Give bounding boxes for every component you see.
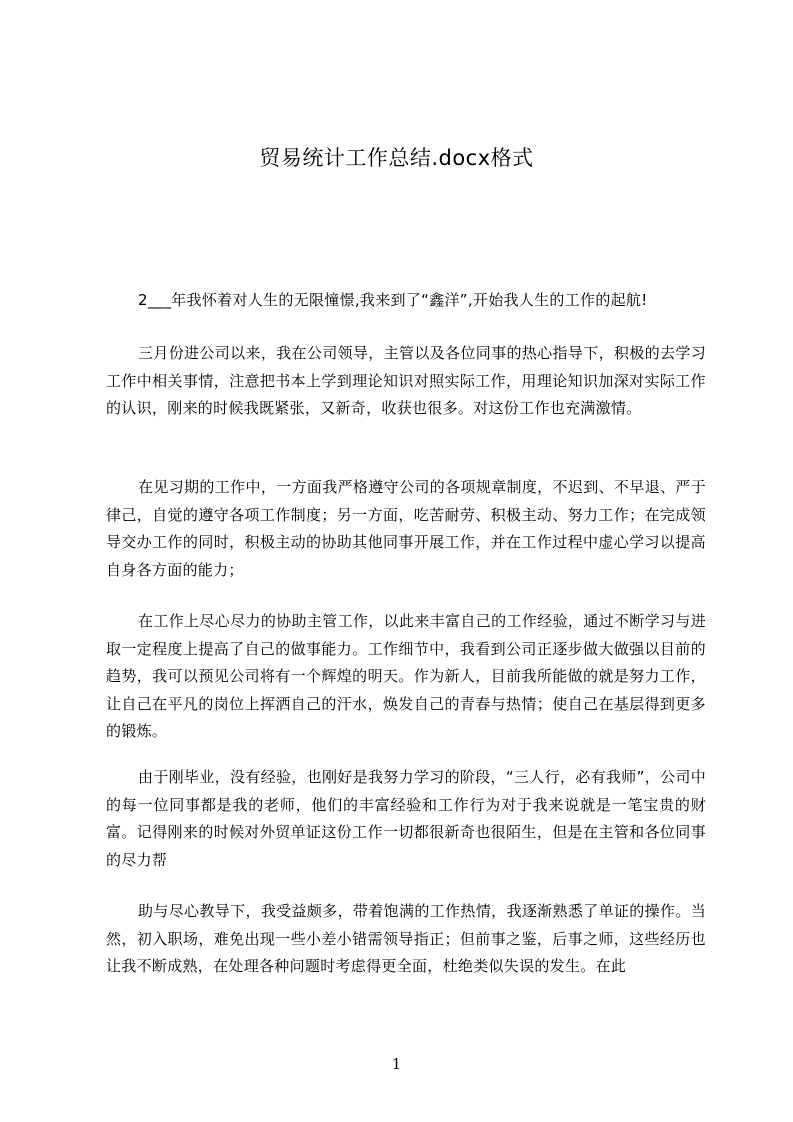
page-number: 1	[391, 1055, 402, 1073]
paragraph-1: 2___年我怀着对人生的无限憧憬,我来到了“鑫洋”,开始我人生的工作的起航!	[138, 291, 648, 309]
paragraph-6: 助与尽心教导下，我受益颇多，带着饱满的工作热情，我逐渐熟悉了单证的操作。当然，初入职场，难免出现一些小差小错需领导指正；但前事之鉴，后事之师，这些经历也让我不断成熟，在处理各种问题时考虑得更全面，杜绝类似失误的发生。在此	[106, 902, 706, 975]
paragraph-3: 在见习期的工作中，一方面我严格遵守公司的各项规章制度，不迟到、不早退、严于律己，自觉的遵守各项工作制度；另一方面，吃苦耐劳、积极主动、努力工作；在完成领导交办工作的同时，积极主动的协助其他同事开展工作，并在工作过程中虚心学习以提高自身各方面的能力；	[106, 478, 706, 579]
paragraph-4: 在工作上尽心尽力的协助主管工作，以此来丰富自己的工作经验，通过不断学习与进取一定程度上提高了自己的做事能力。工作细节中，我看到公司正逐步做大做强以目前的趋势，我可以预见公司将有一个辉煌的明天。作为新人，目前我所能做的就是努力工作，让自己在平凡的岗位上挥洒自己的汗水，焕发自己的青春与热情；使自己在基层得到更多的锻炼。	[106, 612, 706, 740]
paragraph-5: 由于刚毕业，没有经验，也刚好是我努力学习的阶段，“三人行，必有我师”，公司中的每一位同事都是我的老师，他们的丰富经验和工作行为对于我来说就是一笔宝贵的财富。记得刚来的时候对外贸单证这份工作一切都很新奇也很陌生，但是在主管和各位同事的尽力帮	[106, 768, 706, 869]
document-title: 贸易统计工作总结.docx格式	[259, 146, 534, 170]
paragraph-2: 三月份进公司以来，我在公司领导，主管以及各位同事的热心指导下，积极的去学习工作中相关事情，注意把书本上学到理论知识对照实际工作，用理论知识加深对实际工作的认识，刚来的时候我既紧张，又新奇，收获也很多。对这份工作也充满激情。	[106, 344, 706, 417]
